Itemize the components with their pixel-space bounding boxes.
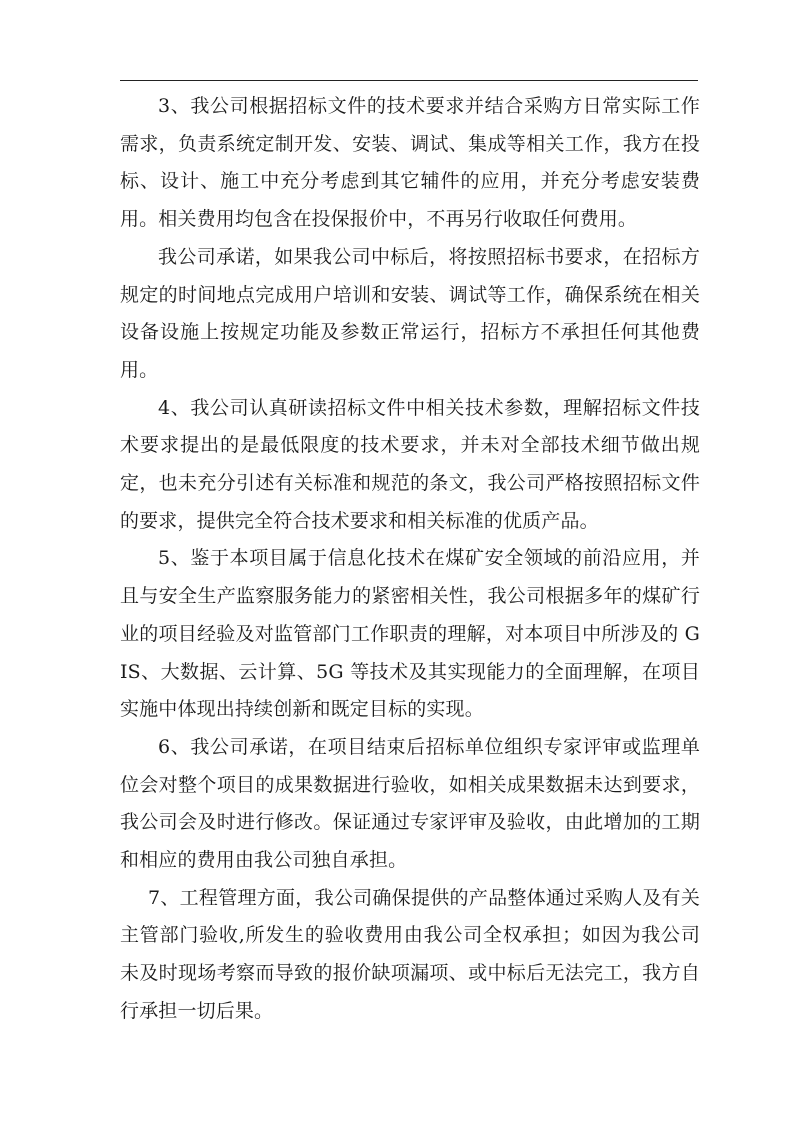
document-body	[120, 88, 700, 1031]
paragraph-item-5: 5、鉴于本项目属于信息化技术在煤矿安全领域的前沿应用，并且与安全生产监察服务能力的紧密相关性，我公司根据多年的煤矿行业的项目经验及对监管部门工作职责的理解，对本项目中所涉及的 GIS、大数据、云计算、5G 等技术及其实现能力的全面理解，在项目实施中体现出持续创新和既定目标的实现。	[120, 547, 700, 721]
paragraph-commitment: 我公司承诺，如果我公司中标后，将按照招标书要求，在招标方规定的时间地点完成用户培训和安装、调试等工作，确保系统在相关设备设施上按规定功能及参数正常运行，招标方不承担任何其他费用。	[120, 245, 700, 381]
header-rule	[120, 80, 698, 81]
paragraph-item-7: 7、工程管理方面，我公司确保提供的产品整体通过采购人及有关主管部门验收,所发生的验收费用由我公司全权承担；如因为我公司未及时现场考察而导致的报价缺项漏项、或中标后无法完工，我方自行承担一切后果。	[120, 886, 700, 1022]
paragraph-item-6: 6、我公司承诺，在项目结束后招标单位组织专家评审或监理单位会对整个项目的成果数据进行验收，如相关成果数据未达到要求，我公司会及时进行修改。保证通过专家评审及验收，由此增加的工期和相应的费用由我公司独自承担。	[120, 735, 700, 872]
paragraph-item-4: 4、我公司认真研读招标文件中相关技术参数，理解招标文件技术要求提出的是最低限度的技术要求，并未对全部技术细节做出规定，也未充分引述有关标准和规范的条文，我公司严格按照招标文件的要求，提供完全符合技术要求和相关标准的优质产品。	[120, 396, 700, 532]
paragraph-item-3: 3、我公司根据招标文件的技术要求并结合采购方日常实际工作需求，负责系统定制开发、安装、调试、集成等相关工作，我方在投标、设计、施工中充分考虑到其它辅件的应用，并充分考虑安装费用。相关费用均包含在投保报价中，不再另行收取任何费用。	[120, 95, 700, 231]
